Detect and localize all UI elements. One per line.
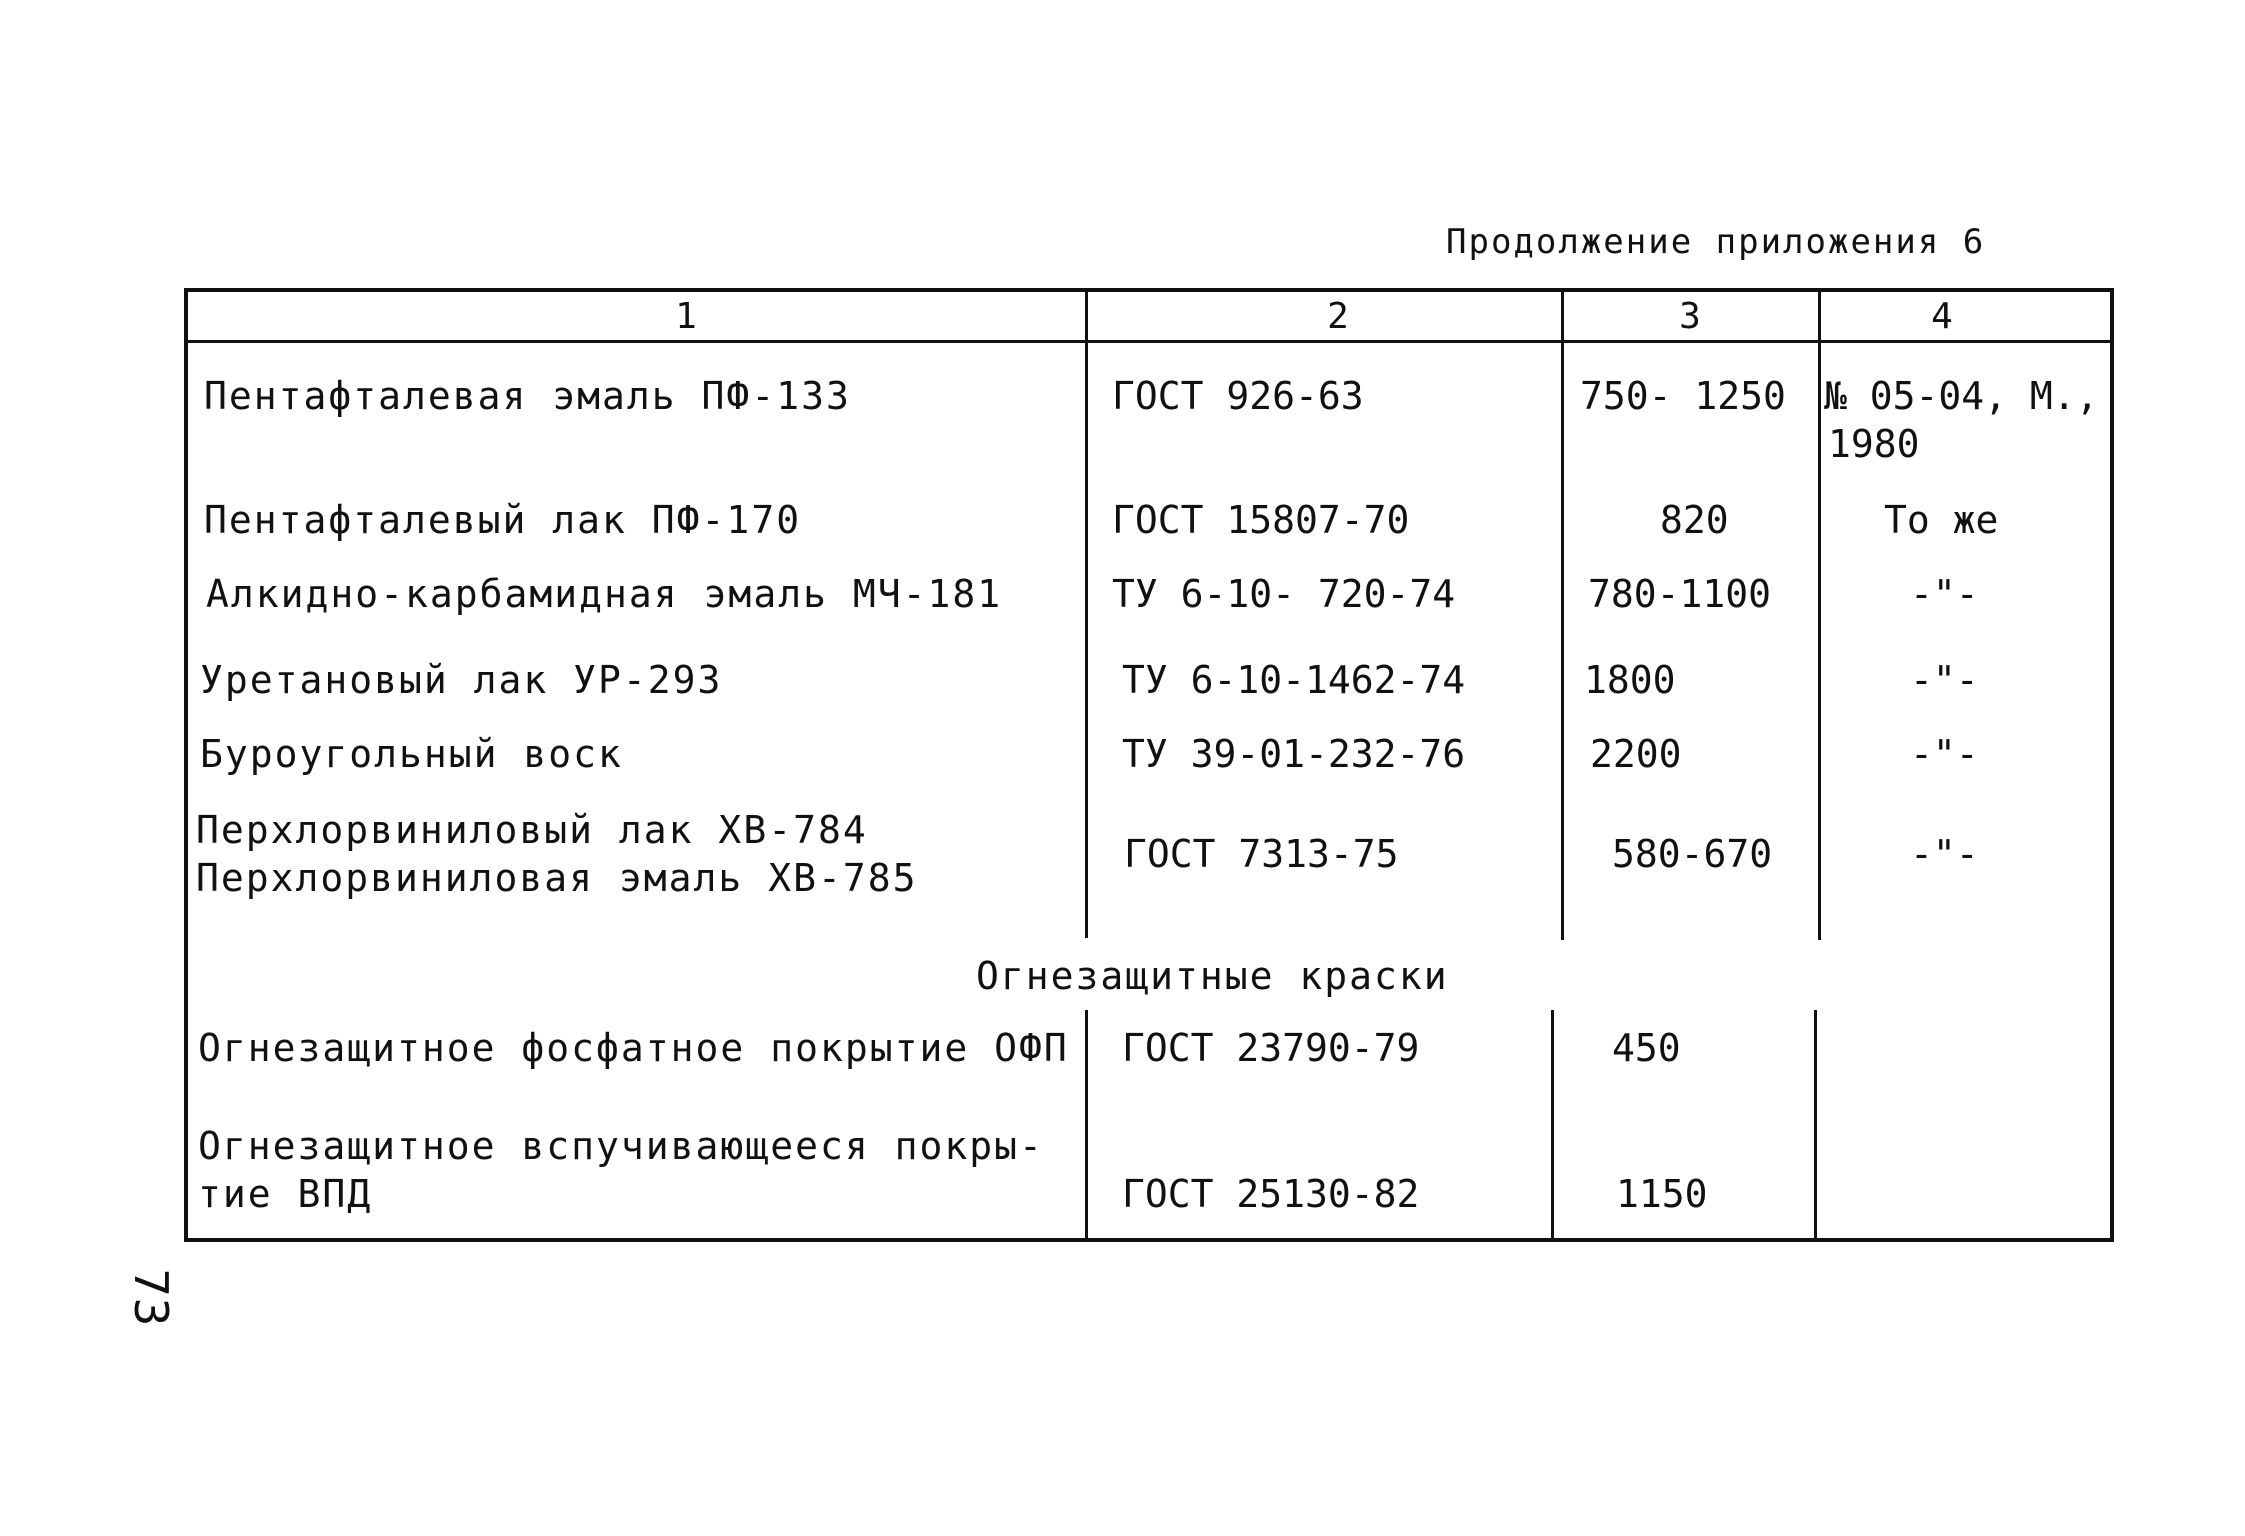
- table-cell-name-line2: тие ВПД: [198, 1172, 373, 1216]
- table-cell-standard: ГОСТ 926-63: [1112, 374, 1364, 418]
- header-divider: [184, 340, 2114, 343]
- column-header-4: 4: [1931, 296, 1953, 337]
- table-cell-note: -"-: [1910, 732, 1979, 776]
- page-caption: Продолжение приложения 6: [1446, 222, 1986, 262]
- table-cell-name: Огнезащитное вспучивающееся покры-: [198, 1124, 1044, 1168]
- table-cell-name: Алкидно-карбамидная эмаль МЧ-181: [206, 572, 1003, 616]
- table-cell-standard: ТУ 39-01-232-76: [1122, 732, 1466, 776]
- table-cell-standard: ГОСТ 25130-82: [1122, 1172, 1420, 1216]
- column-divider-2-bottom: [1551, 1010, 1554, 1242]
- table-cell-standard: ГОСТ 7313-75: [1124, 832, 1399, 876]
- column-header-1: 1: [675, 296, 697, 337]
- table-cell-note: -"-: [1910, 572, 1979, 616]
- table-cell-note: -"-: [1910, 658, 1979, 702]
- table-cell-name: Пентафталевая эмаль ПФ-133: [204, 374, 851, 418]
- table-cell-name: Буроугольный воск: [200, 732, 623, 776]
- page-number: 73: [124, 1268, 178, 1327]
- column-divider-1: [1085, 288, 1088, 1242]
- table-cell-value: 820: [1660, 498, 1729, 542]
- table-cell-standard: ГОСТ 23790-79: [1122, 1026, 1420, 1070]
- table-cell-name: Уретановый лак УР-293: [200, 658, 723, 702]
- table-cell-standard: ГОСТ 15807-70: [1112, 498, 1410, 542]
- column-divider-2-top: [1561, 288, 1564, 940]
- table-cell-value: 580-670: [1612, 832, 1773, 876]
- table-cell-value: 450: [1612, 1026, 1681, 1070]
- table-cell-standard: ТУ 6-10-1462-74: [1122, 658, 1466, 702]
- table-cell-note: -"-: [1910, 832, 1979, 876]
- table-cell-note: № 05-04, М.,: [1824, 374, 2099, 418]
- column-divider-3-bottom: [1814, 1010, 1817, 1242]
- table-cell-name: Пентафталевый лак ПФ-170: [204, 498, 802, 542]
- column-header-3: 3: [1679, 296, 1701, 337]
- table-cell-value: 750- 1250: [1580, 374, 1786, 418]
- table-cell-name: Перхлорвиниловый лак ХВ-784: [196, 808, 868, 852]
- section-title: Огнезащитные краски: [976, 954, 1449, 998]
- table-cell-value: 1150: [1616, 1172, 1708, 1216]
- table-cell-name-line2: Перхлорвиниловая эмаль ХВ-785: [196, 856, 918, 900]
- table-cell-value: 1800: [1584, 658, 1676, 702]
- table-cell-note-line2: 1980: [1828, 422, 1920, 466]
- table-cell-standard: ТУ 6-10- 720-74: [1112, 572, 1456, 616]
- column-header-2: 2: [1327, 296, 1349, 337]
- table-cell-value: 2200: [1590, 732, 1682, 776]
- table-cell-value: 780-1100: [1588, 572, 1772, 616]
- table-cell-name: Огнезащитное фосфатное покрытие ОФП: [198, 1026, 1069, 1070]
- table-cell-note: То же: [1884, 498, 1999, 542]
- column-divider-3-top: [1818, 288, 1821, 940]
